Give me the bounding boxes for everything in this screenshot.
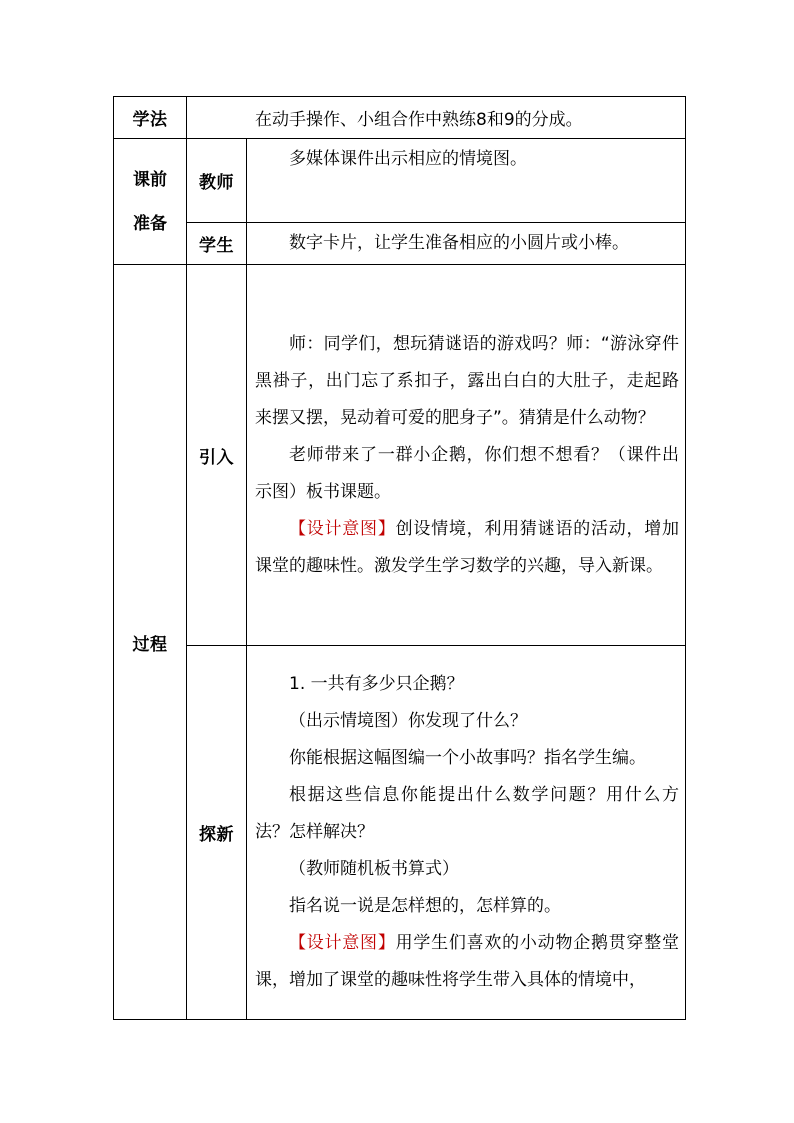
intro-content <box>247 265 686 646</box>
preparation-label-line1: 课前 <box>133 169 167 190</box>
preparation-label-line2: 准备 <box>133 213 167 234</box>
method-row <box>114 97 686 139</box>
intro-design-intent <box>255 511 679 585</box>
intro-paragraph: 师：同学们，想玩猜谜语的游戏吗？师：“游泳穿件黑褂子，出门忘了系扣子，露出白白的大肚子，走起路来摆又摆，晃动着可爱的肥身子”。猜猜是什么动物？ <box>255 333 680 428</box>
lesson-plan-table <box>113 96 686 1020</box>
method-text: 在动手操作、小组合作中熟练8和9的分成。 <box>187 97 686 139</box>
explore-paragraph: （出示情境图）你发现了什么？ <box>289 711 527 731</box>
preparation-teacher-row <box>114 139 686 223</box>
intro-paragraph: 老师带来了一群小企鹅，你们想不想看？（课件出示图）板书课题。 <box>255 444 680 502</box>
intro-label: 引入 <box>187 265 247 646</box>
explore-paragraph: 1. 一共有多少只企鹅？ <box>289 674 464 694</box>
explore-paragraph: （教师随机板书算式） <box>289 859 459 879</box>
student-text-cell <box>247 223 686 265</box>
explore-label: 探新 <box>187 646 247 1020</box>
intro-intent-text: 创设情境，利用猜谜语的活动，增加课堂的趣味性。激发学生学习数学的兴趣，导入新课。 <box>255 518 680 576</box>
teacher-text-cell <box>247 139 686 223</box>
process-explore-row <box>114 646 686 1020</box>
student-label: 学生 <box>187 223 247 265</box>
process-intro-row <box>114 265 686 646</box>
preparation-student-row <box>114 223 686 265</box>
explore-paragraph: 你能根据这幅图编一个小故事吗？指名学生编。 <box>289 748 646 768</box>
explore-design-intent <box>255 925 679 999</box>
intro-intent-tag: 【设计意图】 <box>289 518 396 539</box>
explore-paragraph: 指名说一说是怎样想的，怎样算的。 <box>289 896 561 916</box>
explore-content <box>247 646 686 1020</box>
method-label: 学法 <box>114 97 187 139</box>
teacher-label: 教师 <box>187 139 247 223</box>
explore-paragraph: 根据这些信息你能提出什么数学问题？用什么方法？怎样解决？ <box>255 785 680 842</box>
teacher-text: 多媒体课件出示相应的情境图。 <box>289 149 527 169</box>
student-text: 数字卡片，让学生准备相应的小圆片或小棒。 <box>289 233 629 253</box>
explore-intent-tag: 【设计意图】 <box>289 933 396 953</box>
process-label: 过程 <box>114 265 187 1020</box>
explore-intent-text: 用学生们喜欢的小动物企鹅贯穿整堂课，增加了课堂的趣味性将学生带入具体的情境中， <box>255 933 680 990</box>
preparation-label <box>114 139 187 265</box>
